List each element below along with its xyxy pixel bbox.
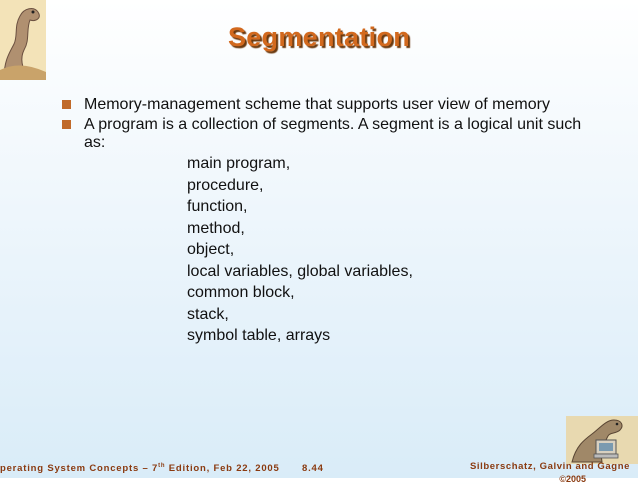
dinosaur-computer-icon (566, 416, 638, 464)
list-item: method, (187, 219, 245, 237)
footer-page-number: 8.44 (302, 463, 324, 474)
list-item: stack, (187, 305, 229, 323)
bullet-text: A program is a collection of segments. A segment is a logical unit such as: (84, 116, 582, 151)
bullet-list (62, 96, 602, 154)
segment-list (187, 153, 413, 347)
footer-copyright: ©2005 (559, 474, 586, 484)
footer-authors: Silberschatz, Galvin and Gagne (469, 461, 630, 472)
list-item: function, (187, 198, 248, 215)
slide-title: Segmentation (227, 22, 411, 52)
list-item: symbol table, arrays (187, 327, 331, 344)
list-item: main program, (187, 155, 291, 172)
list-item: common block, (187, 284, 295, 301)
list-item: procedure, (187, 176, 264, 194)
list-item: object, (187, 241, 235, 258)
square-bullet-icon (62, 120, 71, 129)
bullet-item (62, 116, 602, 152)
bullet-text: Memory-management scheme that supports user view of memory (84, 96, 550, 113)
list-item: local variables, global variables, (187, 262, 413, 280)
footer-book-title: perating System Concepts – 7th Edition, Feb 22, 2005 (0, 462, 280, 474)
bullet-item (62, 96, 602, 114)
square-bullet-icon (62, 100, 71, 109)
